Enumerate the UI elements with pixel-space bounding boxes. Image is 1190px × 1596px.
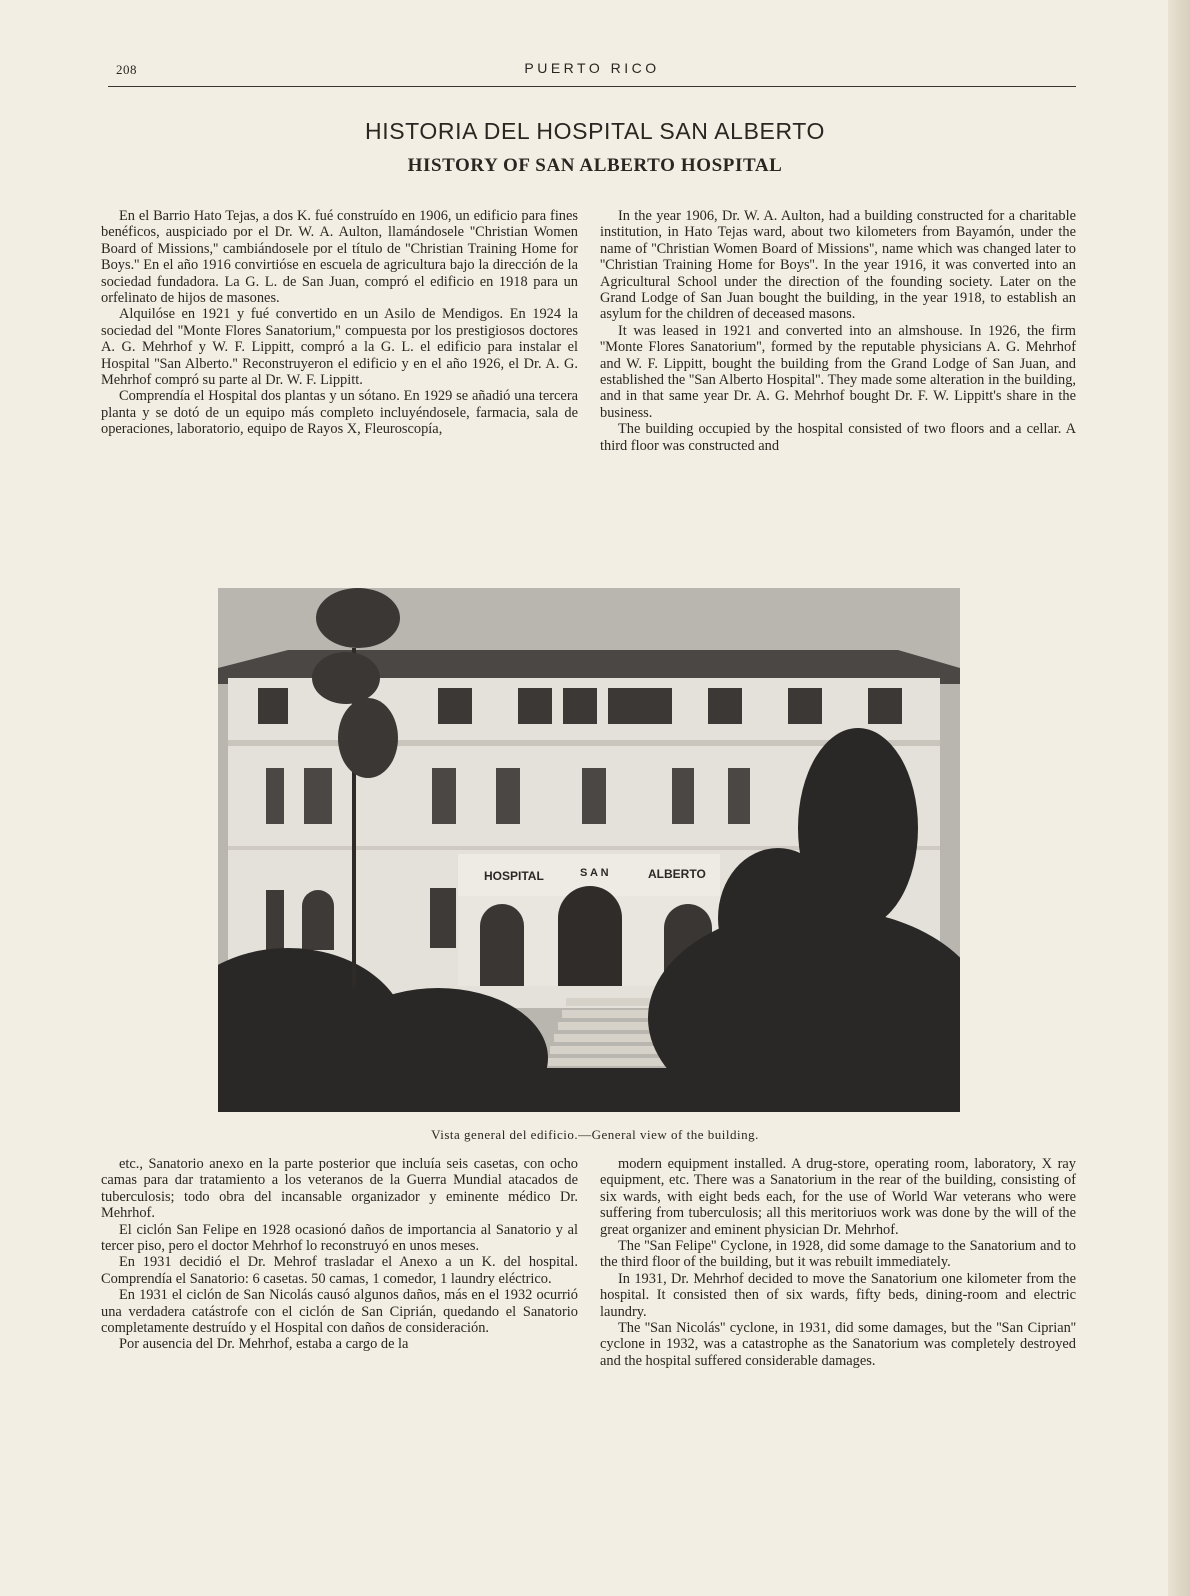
paragraph: etc., Sanatorio anexo en la parte posterior que incluía seis casetas, con ocho camas para dar tratamiento a los veteranos de la Guerra Mundial atacados de tuberculosis; todo obra del incansable organizador y eminente médico Dr. Mehrhof. bbox=[101, 1156, 578, 1222]
paragraph: En 1931 decidió el Dr. Mehrof trasladar el Anexo a un K. del hospital. Comprendía el Sanatorio: 6 casetas. 50 camas, 1 comedor, 1 laundry eléctrico. bbox=[101, 1254, 578, 1287]
paragraph: It was leased in 1921 and converted into an almshouse. In 1926, the firm ''Monte Flores Sanatorium'', formed by the reputable physicians A. G. Mehrhof and W. F. Lippitt, bought the building from the Grand Lodge of San Juan, and established the ''San Alberto Hospital''. They made some alteration in the building, and in that same year Dr. A. G. Mehrhof bought Dr. F. W. Lippitt's share in the business. bbox=[600, 322, 1076, 421]
paragraph: The ''San Nicolás'' cyclone, in 1931, did some damages, but the ''San Ciprian'' cyclone in 1932, was a catastrophe as the Sanatorium was completely destroyed and the hospital suffered considerable damages. bbox=[600, 1320, 1076, 1369]
paragraph: Alquilóse en 1921 y fué convertido en un Asilo de Mendigos. En 1924 la sociedad del ''Monte Flores Sanatorium,'' compuesta por los prestigiosos doctores A. G. Mehrhof y W. F. Lippitt, compró a la G. L. el edificio para instalar el Hospital ''San Alberto.'' Reconstruyeron el edificio y en el año 1926, el Dr. A. G. Mehrhof compró su parte al Dr. W. F. Lippitt. bbox=[101, 306, 578, 389]
column-english-top bbox=[600, 208, 1076, 454]
photo-sign-hospital: HOSPITAL bbox=[484, 869, 544, 883]
page-edge-shadow bbox=[1168, 0, 1190, 1596]
paragraph: The building occupied by the hospital consisted of two floors and a cellar. A third floor was constructed and bbox=[600, 421, 1076, 454]
running-head: PUERTO RICO bbox=[524, 60, 660, 76]
paragraph: En el Barrio Hato Tejas, a dos K. fué construído en 1906, un edificio para fines benéficos, auspiciado por el Dr. W. A. Aulton, llamándosele ''Christian Women Board of Missions,'' cambiándosele por el título de ''Christian Training Home for Boys.'' En el año 1916 convirtióse en escuela de agricultura bajo la dirección de la sociedad fundadora. La G. L. de San Juan, compró el edificio en 1918 para un orfelinato de hijos de masones. bbox=[101, 208, 578, 307]
photo-sign-san: S A N bbox=[580, 867, 609, 879]
photo-sign-alberto: ALBERTO bbox=[648, 867, 706, 881]
column-spanish-bottom bbox=[101, 1156, 578, 1353]
article-title-english: HISTORY OF SAN ALBERTO HOSPITAL bbox=[407, 155, 783, 176]
column-english-bottom bbox=[600, 1156, 1076, 1369]
paragraph: In the year 1906, Dr. W. A. Aulton, had a building constructed for a charitable institution, in Hato Tejas ward, about two kilometers from Bayamón, under the name of ''Christian Women Board of Missions'', name which was changed later to ''Christian Training Home for Boys''. In the year 1916, it was converted into an Agricultural School under the direction of the founding society. Later on the Grand Lodge of San Juan bought the building, in the year 1918, to establish an asylum for the children of deceased masons. bbox=[600, 208, 1076, 323]
paragraph: En 1931 el ciclón de San Nicolás causó algunos daños, más en el 1932 ocurrió una verdadera catástrofe con el ciclón de San Ciprián, quedando el Sanatorio completamente destruído y el Hospital con daños de consideración. bbox=[101, 1287, 578, 1337]
photo-caption: Vista general del edificio.—General view of the building. bbox=[431, 1127, 759, 1142]
paragraph: Por ausencia del Dr. Mehrhof, estaba a cargo de la bbox=[119, 1336, 409, 1353]
page-number: 208 bbox=[116, 62, 137, 77]
hospital-building-photo bbox=[218, 588, 960, 1112]
paragraph: Comprendía el Hospital dos plantas y un sótano. En 1929 se añadió una tercera planta y se dotó de un equipo más completo incluyéndosele, farmacia, sala de operaciones, laboratorio, equipo de Rayos X, Fleuroscopía, bbox=[101, 388, 578, 438]
paragraph: In 1931, Dr. Mehrhof decided to move the Sanatorium one kilometer from the hospital. It consisted then of six wards, fifty beds, dining-room and electric laundry. bbox=[600, 1270, 1076, 1320]
paragraph: The ''San Felipe'' Cyclone, in 1928, did some damage to the Sanatorium and to the third floor of the building, but it was rebuilt immediately. bbox=[600, 1238, 1076, 1271]
paragraph: modern equipment installed. A drug-store, operating room, laboratory, X ray equipment, etc. There was a Sanatorium in the rear of the building, consisting of six wards, with eight beds each, for the use of World War veterans who were suffering from tuberculosis; all this meritoriuos work was done by the will of the great organizer and eminent physician Dr. Mehrhof. bbox=[600, 1156, 1076, 1238]
paragraph: El ciclón San Felipe en 1928 ocasionó daños de importancia al Sanatorio y al tercer piso, pero el doctor Mehrhof lo reconstruyó en unos meses. bbox=[101, 1221, 578, 1255]
column-spanish-top bbox=[101, 208, 578, 438]
page-header bbox=[108, 60, 1076, 87]
article-title-spanish: HISTORIA DEL HOSPITAL SAN ALBERTO bbox=[365, 118, 825, 144]
